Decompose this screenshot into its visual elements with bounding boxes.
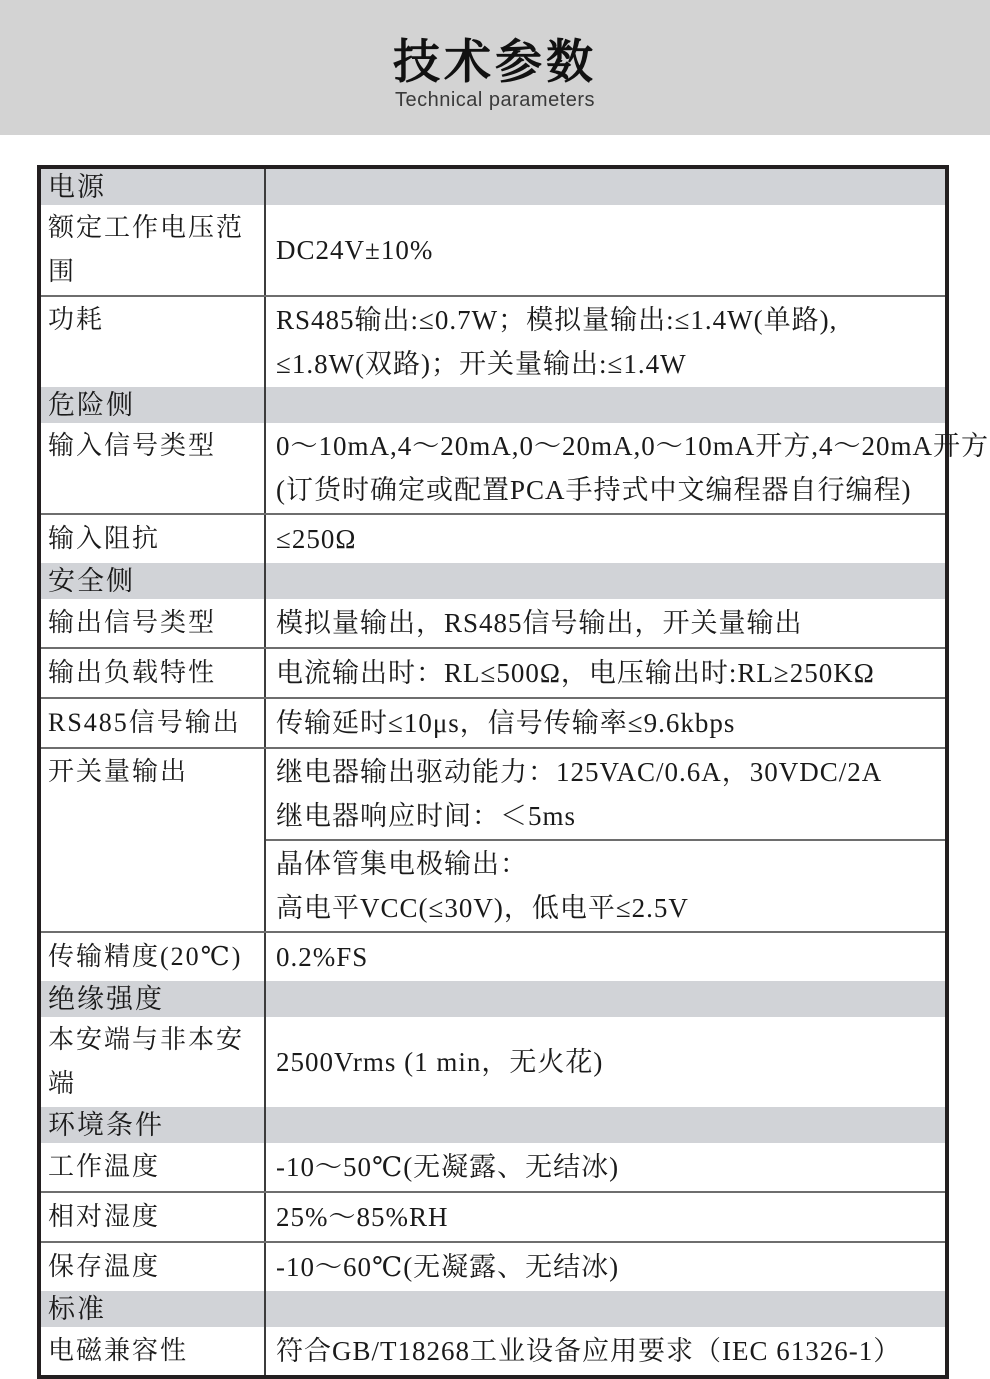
value-line: (订货时确定或配置PCA手持式中文编程器自行编程) [276, 475, 912, 505]
section-row [41, 387, 945, 423]
section-row [41, 169, 945, 205]
value-line: 0～10mA,4～20mA,0～20mA,0～10mA开方,4～20mA开方 [276, 431, 989, 461]
row-label: 保存温度 [41, 1243, 266, 1291]
row-label: 相对湿度 [41, 1193, 266, 1241]
value-line: 晶体管集电极输出： [276, 849, 528, 879]
table-row [41, 513, 945, 563]
row-label: 本安端与非本安端 [41, 1017, 266, 1107]
row-value [266, 1327, 945, 1375]
row-value [266, 1291, 945, 1327]
row-label: 输出负载特性 [41, 649, 266, 697]
section-label: 安全侧 [41, 563, 266, 599]
row-value [266, 1107, 945, 1143]
value-line: 25%～85%RH [276, 1202, 449, 1232]
value-line: 符合GB/T18268工业设备应用要求（IEC 61326-1） [276, 1336, 902, 1366]
page-title: 技术参数 [393, 35, 597, 88]
table-row [41, 1327, 945, 1375]
row-value [266, 699, 945, 747]
section-label: 电源 [41, 169, 266, 205]
row-value [266, 1243, 945, 1291]
row-label: 输出信号类型 [41, 599, 266, 647]
row-value [266, 1193, 945, 1241]
row-label: RS485信号输出 [41, 699, 266, 747]
table-row [41, 1241, 945, 1291]
table-row [41, 1191, 945, 1241]
row-label: 工作温度 [41, 1143, 266, 1191]
page-subtitle: Technical parameters [394, 89, 596, 111]
table-row [41, 697, 945, 747]
row-label: 开关量输出 [41, 749, 266, 931]
section-row [41, 563, 945, 599]
value-line: 继电器响应时间：＜5ms [276, 801, 577, 831]
row-value [266, 169, 945, 205]
row-value [266, 205, 945, 295]
value-line: ≤1.8W(双路)；开关量输出:≤1.4W [276, 349, 687, 379]
value-line: RS485输出:≤0.7W；模拟量输出:≤1.4W(单路), [276, 305, 838, 335]
value-line: ≤250Ω [276, 524, 357, 554]
row-value [266, 649, 945, 697]
row-value [266, 387, 945, 423]
row-value [266, 981, 945, 1017]
row-value [266, 297, 945, 387]
split-value-group [266, 749, 945, 931]
value-line: 模拟量输出，RS485信号输出，开关量输出 [276, 608, 803, 638]
table-row [41, 747, 945, 931]
table-row [41, 1143, 945, 1191]
table-row [41, 599, 945, 647]
row-label: 传输精度(20℃) [41, 933, 266, 981]
value-line: 继电器输出驱动能力：125VAC/0.6A，30VDC/2A [276, 757, 883, 787]
section-label: 绝缘强度 [41, 981, 266, 1017]
section-row [41, 1291, 945, 1327]
value-line: 0.2%FS [276, 942, 369, 972]
row-label: 输入信号类型 [41, 423, 266, 513]
section-label: 危险侧 [41, 387, 266, 423]
value-line: 2500Vrms (1 min，无火花) [276, 1047, 604, 1077]
table-row [41, 647, 945, 697]
row-value [266, 1143, 945, 1191]
table-row [41, 423, 989, 513]
table-row [41, 1017, 945, 1107]
row-label: 输入阻抗 [41, 515, 266, 563]
table-row [41, 931, 945, 981]
table-row [41, 205, 945, 295]
section-row [41, 981, 945, 1017]
row-label: 电磁兼容性 [41, 1327, 266, 1375]
row-value [266, 1017, 945, 1107]
value-line: 电流输出时：RL≤500Ω，电压输出时:RL≥250KΩ [276, 658, 875, 688]
row-label: 额定工作电压范围 [41, 205, 266, 295]
title-banner [0, 0, 990, 135]
section-row [41, 1107, 945, 1143]
value-line: 高电平VCC(≤30V)，低电平≤2.5V [276, 893, 689, 923]
value-line: 传输延时≤10μs，信号传输率≤9.6kbps [276, 708, 736, 738]
row-value [266, 515, 945, 563]
value-line: DC24V±10% [276, 235, 434, 265]
row-value [266, 933, 945, 981]
row-value [266, 839, 945, 931]
value-line: -10～60℃(无凝露、无结冰) [276, 1252, 620, 1282]
row-value [266, 423, 990, 513]
value-line: -10～50℃(无凝露、无结冰) [276, 1152, 620, 1182]
section-label: 标准 [41, 1291, 266, 1327]
spec-table [37, 165, 989, 1379]
row-value [266, 563, 945, 599]
section-label: 环境条件 [41, 1107, 266, 1143]
row-label: 功耗 [41, 297, 266, 387]
table-row [41, 295, 945, 387]
row-value [266, 599, 945, 647]
row-value [266, 749, 945, 839]
